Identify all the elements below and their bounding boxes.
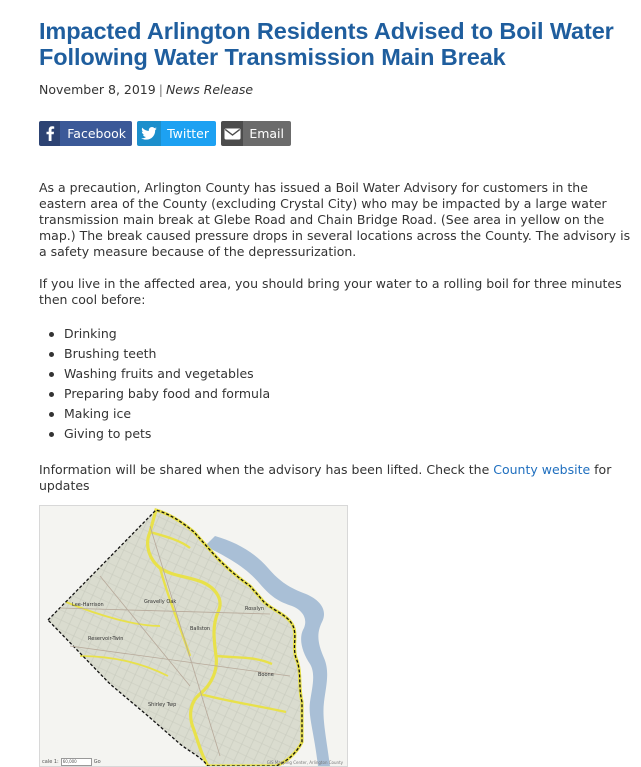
facebook-label: Facebook: [67, 126, 126, 141]
map-attribution: GIS Mapping Center, Arlington County: [266, 760, 343, 765]
facebook-share-button[interactable]: [39, 121, 132, 146]
map-label: Boone: [258, 672, 274, 678]
list-item: Giving to pets: [64, 424, 635, 444]
facebook-icon: [39, 121, 60, 146]
map-label: Gravelly Oak: [144, 599, 177, 605]
updates-text-end: for updates: [39, 462, 612, 493]
map-image: [40, 506, 347, 766]
share-bar: [39, 121, 635, 146]
twitter-label: Twitter: [167, 126, 209, 141]
email-share-button[interactable]: [221, 121, 291, 146]
instructions-paragraph: If you live in the affected area, you should bring your water to a rolling boil for three minutes then cool before:: [39, 276, 622, 307]
list-item: Preparing baby food and formula: [64, 384, 635, 404]
scale-input[interactable]: 60,000: [61, 758, 92, 766]
email-label: Email: [249, 126, 284, 141]
twitter-icon: [137, 121, 161, 146]
article-body: [39, 180, 635, 494]
map-label: Shirley Twp: [148, 702, 177, 708]
advisory-paragraph: As a precaution, Arlington County has issued a Boil Water Advisory for customers in the eastern area of the County (excluding Crystal City) who may be impacted by a large water transmission main break at Glebe Road and Chain Bridge Road. (See area in yellow on the map.) The break caused pressure drops in several locations across the County. The advisory is a safety measure because of the depressurization.: [39, 180, 631, 259]
map-label: Lee-Harrison: [72, 602, 104, 608]
updates-paragraph: [39, 462, 635, 494]
map-label: Ballston: [190, 626, 211, 632]
scale-label: cale 1:: [42, 759, 59, 765]
boil-uses-list: [39, 324, 635, 444]
meta-separator: |: [158, 82, 163, 97]
twitter-share-button[interactable]: [137, 121, 216, 146]
county-website-link[interactable]: County website: [493, 462, 591, 477]
article-meta: [39, 82, 635, 98]
article-type: News Release: [165, 82, 254, 97]
article: [39, 18, 635, 765]
advisory-map[interactable]: [39, 505, 348, 767]
publish-date: November 8, 2019: [39, 82, 156, 97]
map-label: Rosslyn: [245, 606, 265, 612]
updates-text: Information will be shared when the advisory has been lifted. Check the: [39, 462, 494, 477]
mail-icon: [221, 121, 243, 146]
list-item: Making ice: [64, 404, 635, 424]
list-item: Brushing teeth: [64, 344, 635, 364]
list-item: Drinking: [64, 324, 635, 344]
map-label: Reservoir-Twin: [88, 636, 124, 642]
page-title: Impacted Arlington Residents Advised to Boil Water Following Water Transmission Main Break: [39, 18, 614, 70]
scale-control: [42, 758, 101, 766]
list-item: Washing fruits and vegetables: [64, 364, 635, 384]
scale-go-button[interactable]: Go: [93, 759, 101, 765]
